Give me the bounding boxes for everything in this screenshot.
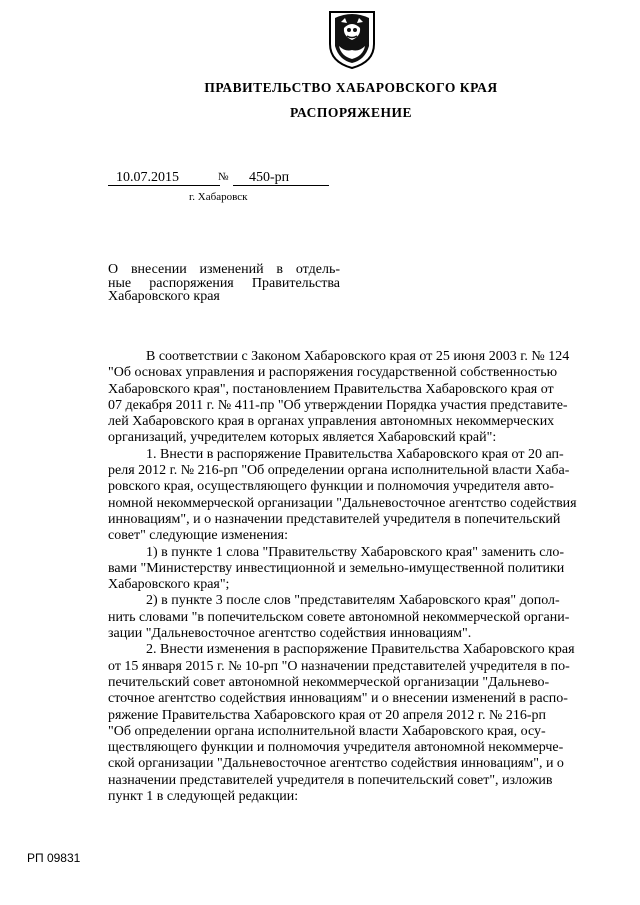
document-date: 10.07.2015	[108, 170, 220, 186]
subject-line: Хабаровского края	[108, 289, 220, 304]
body-line: ской организации "Дальневосточное агентство содействия инновациям", и о	[108, 756, 564, 772]
body-line: реля 2012 г. № 216-рп "Об определении органа исполнительной власти Хаба-	[108, 463, 570, 479]
footer-code: РП 09831	[27, 851, 81, 865]
body-line: 1. Внести в распоряжение Правительства Хабаровского края от 20 ап-	[146, 446, 564, 462]
body-line: зации "Дальневосточное агентство содействия инновациям".	[108, 626, 472, 642]
coat-of-arms-icon	[325, 6, 379, 70]
body-line: назначении представителей учредителя в попечительский совет", изложив	[108, 772, 553, 788]
body-line: от 15 января 2015 г. № 10-рп "О назначении представителей учредителя в по-	[108, 658, 570, 674]
body-line: инновациям", и о назначении представителей учредителя в попечительский	[108, 511, 561, 527]
body-line: "Об основах управления и распоряжения государственной собственностью	[108, 365, 558, 381]
city-name: г. Хабаровск	[189, 191, 248, 203]
body-line: сточное агентство содействия инновациям" и о внесении изменений в распо-	[108, 691, 568, 707]
body-line: печительский совет автономной некоммерческой организации "Дальнево-	[108, 674, 550, 690]
body-line: ровского края, осуществляющего функции и полномочия учредителя авто-	[108, 479, 554, 495]
body-line: совет" следующие изменения:	[108, 528, 289, 544]
number-sign: №	[218, 171, 229, 183]
subject-line: О внесении изменений в отдель-	[108, 262, 340, 277]
body-line: 1) в пункте 1 слова "Правительству Хабаровского края" заменить сло-	[146, 544, 565, 560]
body-line: 2. Внести изменения в распоряжение Правительства Хабаровского края	[146, 642, 575, 658]
subject-line: ные распоряжения Правительства	[108, 275, 340, 291]
document-number: 450-рп	[233, 170, 329, 186]
document-type: РАСПОРЯЖЕНИЕ	[289, 105, 413, 120]
government-title: ПРАВИТЕЛЬСТВО ХАБАРОВСКОГО КРАЯ	[204, 80, 498, 95]
body-line: номной некоммерческой организации "Дальневосточное агентство содействия	[108, 495, 577, 511]
body-line: лей Хабаровского края в органах управления автономных некоммерческих	[108, 414, 555, 430]
body-line: организаций, учредителем которых является Хабаровский край":	[108, 430, 497, 446]
body-line: нить словами "в попечительском совете автономной некоммерческой органи-	[108, 609, 570, 625]
body-line: вами "Министерству инвестиционной и земельно-имущественной политики	[108, 560, 565, 576]
body-line: 07 декабря 2011 г. № 411-пр "Об утверждении Порядка участия представите-	[108, 397, 568, 413]
body-line: ществляющего функции и полномочия учредителя автономной некоммерче-	[108, 740, 564, 756]
body-line: В соответствии с Законом Хабаровского края от 25 июня 2003 г. № 124	[146, 349, 570, 364]
body-line: Хабаровского края";	[108, 577, 230, 593]
document-body	[108, 349, 577, 805]
body-line: "Об определении органа исполнительной власти Хабаровского края, осу-	[108, 723, 546, 739]
body-line: пункт 1 в следующей редакции:	[108, 789, 299, 805]
body-line: Хабаровского края", постановлением Правительства Хабаровского края от	[108, 381, 554, 397]
document-subject	[108, 263, 340, 304]
body-line: 2) в пункте 3 после слов "представителям Хабаровского края" допол-	[146, 593, 560, 609]
body-line: ряжение Правительства Хабаровского края от 20 апреля 2012 г. № 216-рп	[108, 707, 547, 723]
